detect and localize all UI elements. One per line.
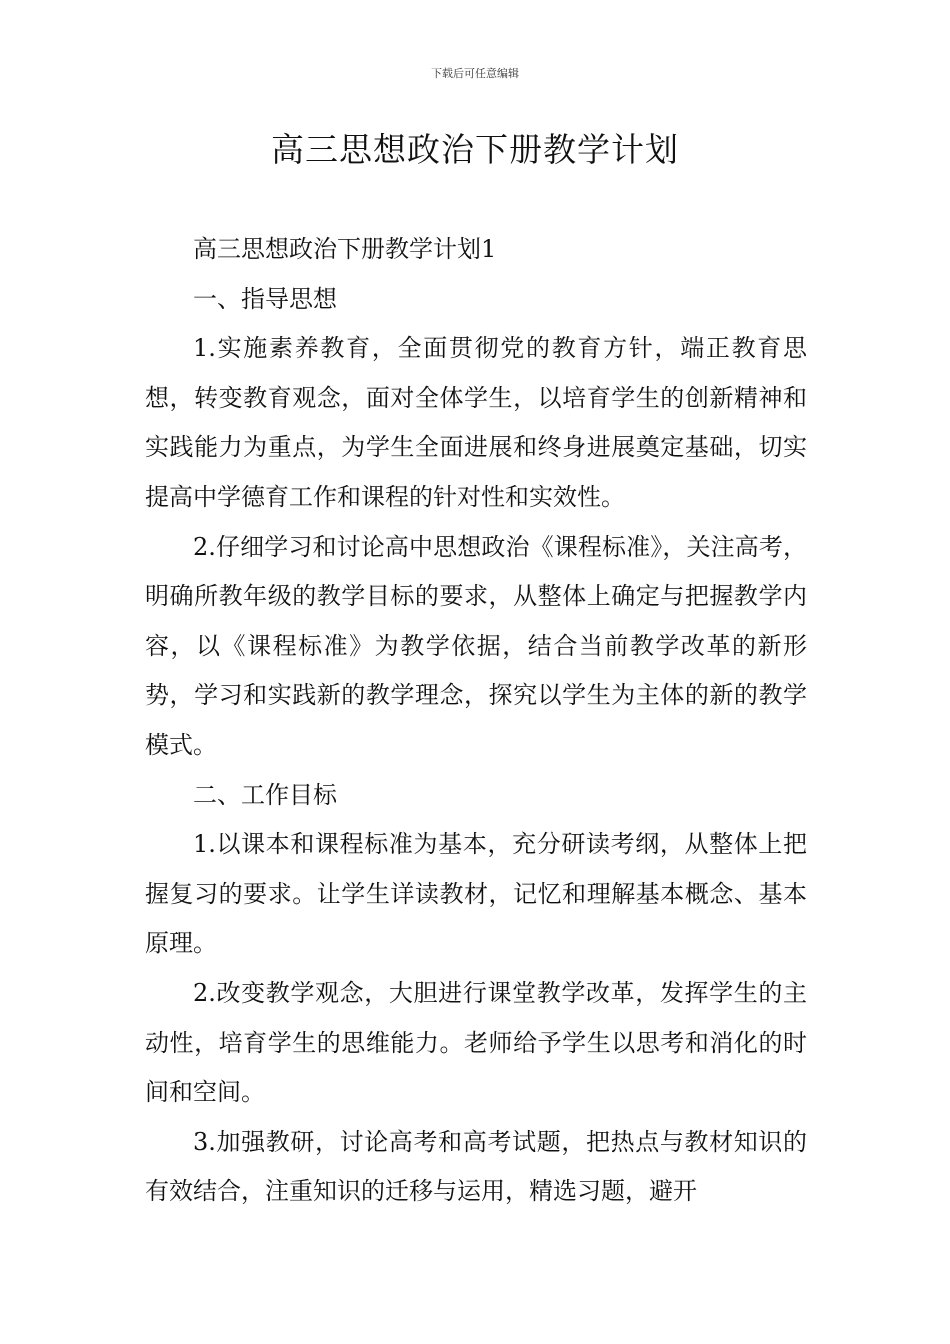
paragraph-item: 3.加强教研，讨论高考和高考试题，把热点与教材知识的有效结合，注重知识的迁移与运用，精选习题，避开 [145, 1127, 807, 1206]
section-heading-work-goals: 二、工作目标 [193, 780, 337, 809]
document-body [145, 225, 807, 1217]
document-title: 高三思想政治下册教学计划 [271, 130, 679, 169]
paragraph-item: 2.改变教学观念，大胆进行课堂教学改革，发挥学生的主动性，培育学生的思维能力。老师给予学生以思考和消化的时间和空间。 [145, 978, 807, 1107]
header-watermark: 下载后可任意编辑 [431, 67, 519, 80]
paragraph-item: 1.以课本和课程标准为基本，充分研读考纲，从整体上把握复习的要求。让学生详读教材，记忆和理解基本概念、基本原理。 [145, 830, 807, 958]
paragraph-item: 1.实施素养教育，全面贯彻党的教育方针，端正教育思想，转变教育观念，面对全体学生，以培育学生的创新精神和实践能力为重点，为学生全面进展和终身进展奠定基础，切实提高中学德育工作和课程的针对性和实效性。 [145, 334, 807, 511]
section-heading-guiding-thought: 一、指导思想 [193, 284, 337, 313]
paragraph-item: 2.仔细学习和讨论高中思想政治《课程标准》，关注高考，明确所教年级的教学目标的要求，从整体上确定与把握教学内容，以《课程标准》为教学依据，结合当前教学改革的新形势，学习和实践新的教学理念，探究以学生为主体的新的教学模式。 [145, 532, 807, 759]
paragraph-subtitle: 高三思想政治下册教学计划1 [193, 235, 497, 263]
